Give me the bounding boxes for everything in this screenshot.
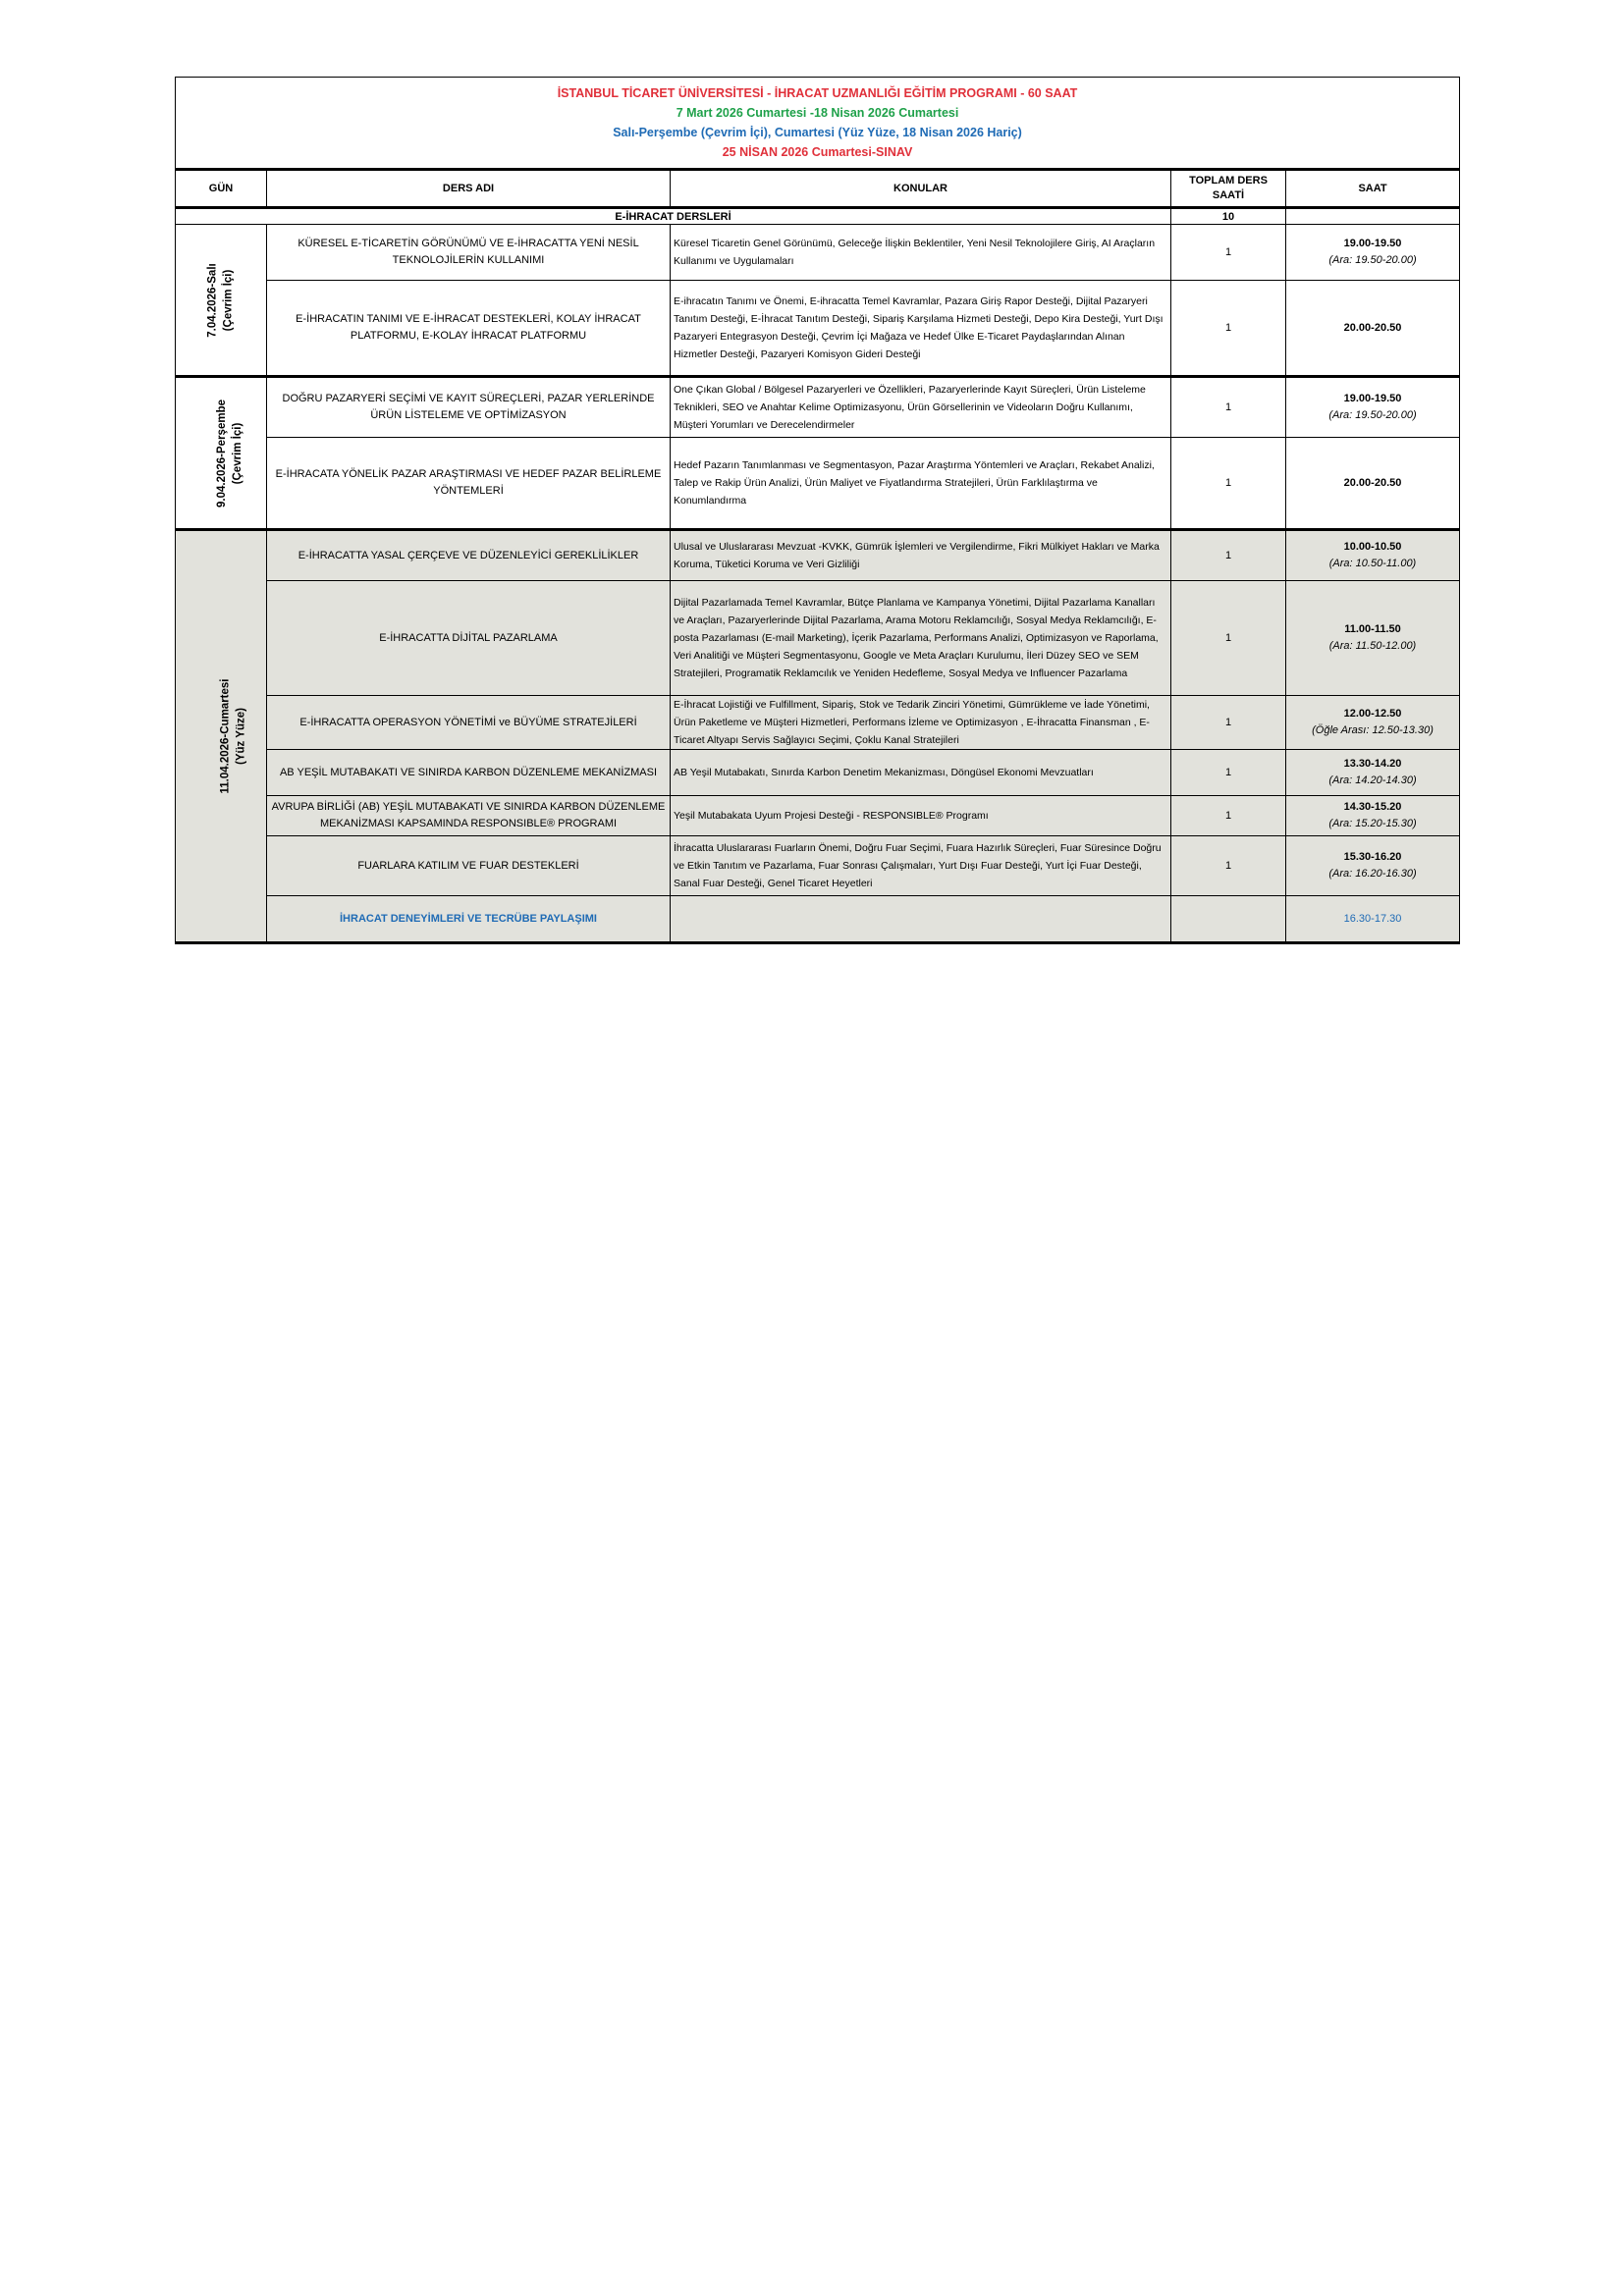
day-label <box>205 263 237 337</box>
day-date: 11.04.2026-Cumartesi <box>219 678 232 794</box>
course-time: 19.00-19.50 <box>1343 393 1402 404</box>
course-hours: 1 <box>1171 696 1286 750</box>
break-time: (Ara: 10.50-11.00) <box>1328 558 1417 569</box>
course-time: 16.30-17.30 <box>1343 912 1402 925</box>
table-row <box>176 581 1460 696</box>
table-row <box>176 896 1460 943</box>
course-name: E-İHRACATA YÖNELİK PAZAR ARAŞTIRMASI VE HEDEF PAZAR BELİRLEME YÖNTEMLERİ <box>267 438 671 530</box>
table-row <box>176 377 1460 438</box>
course-time-cell <box>1286 836 1460 896</box>
course-hours: 1 <box>1171 750 1286 796</box>
course-hours <box>1171 896 1286 943</box>
day-cell <box>176 225 267 377</box>
course-time: 13.30-14.20 <box>1343 758 1402 770</box>
course-topics: Küresel Ticaretin Genel Görünümü, Geleceğe İlişkin Beklentiler, Yeni Nesil Teknolojilere Giriş, AI Araçların Kullanımı ve Uygulamaları <box>671 225 1171 281</box>
day-mode: (Yüz Yüze) <box>235 708 247 765</box>
col-header-day: GÜN <box>176 170 267 208</box>
section-total: 10 <box>1171 208 1286 225</box>
table-row <box>176 796 1460 836</box>
course-topics: One Çıkan Global / Bölgesel Pazaryerleri ve Özellikleri, Pazaryerlerinde Kayıt Süreçleri, Ürün Listeleme Teknikleri, SEO ve Anahtar Kelime Optimizasyonu, Ürün Görsellerinin ve Videoların Doğru Kullanımı, Müşteri Yorumları ve Derecelendirmeler <box>671 377 1171 438</box>
table-row <box>176 281 1460 377</box>
col-header-course: DERS ADI <box>267 170 671 208</box>
course-name: İHRACAT DENEYİMLERİ VE TECRÜBE PAYLAŞIMI <box>267 896 671 943</box>
break-time: (Ara: 14.20-14.30) <box>1328 774 1417 786</box>
course-hours: 1 <box>1171 581 1286 696</box>
program-schedule-table <box>175 77 1460 944</box>
break-time: (Ara: 16.20-16.30) <box>1328 868 1417 880</box>
section-row <box>176 208 1460 225</box>
course-hours: 1 <box>1171 281 1286 377</box>
break-time: (Ara: 11.50-12.00) <box>1328 640 1417 652</box>
course-time: 20.00-20.50 <box>1343 321 1402 334</box>
course-time-cell <box>1286 796 1460 836</box>
table-row <box>176 836 1460 896</box>
table-row <box>176 696 1460 750</box>
course-hours: 1 <box>1171 438 1286 530</box>
course-topics <box>671 896 1171 943</box>
course-time-cell <box>1286 896 1460 943</box>
break-time: (Ara: 19.50-20.00) <box>1328 409 1417 421</box>
break-time: (Öğle Arası: 12.50-13.30) <box>1312 724 1434 736</box>
section-label: E-İHRACAT DERSLERİ <box>176 208 1171 225</box>
day-label <box>214 400 245 507</box>
col-header-total-hours: TOPLAM DERS SAATİ <box>1171 170 1286 208</box>
course-time: 11.00-11.50 <box>1344 623 1401 635</box>
exam-date: 25 NİSAN 2026 Cumartesi-SINAV <box>722 145 913 159</box>
course-hours: 1 <box>1171 377 1286 438</box>
day-mode: (Çevrim İçi) <box>231 422 244 484</box>
col-header-time: SAAT <box>1286 170 1460 208</box>
course-time-cell <box>1286 530 1460 581</box>
day-mode: (Çevrim İçi) <box>222 269 235 331</box>
title-row <box>176 78 1460 170</box>
day-date: 7.04.2026-Salı <box>206 262 219 338</box>
course-name: E-İHRACATTA YASAL ÇERÇEVE VE DÜZENLEYİCİ GEREKLİLİKLER <box>267 530 671 581</box>
course-time: 12.00-12.50 <box>1343 708 1402 720</box>
table-row <box>176 530 1460 581</box>
program-schedule-info: Salı-Perşembe (Çevrim İçi), Cumartesi (Yüz Yüze, 18 Nisan 2026 Hariç) <box>613 126 1022 139</box>
course-time-cell <box>1286 438 1460 530</box>
course-time-cell <box>1286 377 1460 438</box>
table-row <box>176 750 1460 796</box>
course-name: E-İHRACATTA DİJİTAL PAZARLAMA <box>267 581 671 696</box>
break-time: (Ara: 15.20-15.30) <box>1328 818 1417 829</box>
section-empty <box>1286 208 1460 225</box>
table-row <box>176 438 1460 530</box>
course-time-cell <box>1286 581 1460 696</box>
day-date: 9.04.2026-Perşembe <box>215 399 228 507</box>
course-hours: 1 <box>1171 225 1286 281</box>
program-title: İSTANBUL TİCARET ÜNİVERSİTESİ - İHRACAT UZMANLIĞI EĞİTİM PROGRAMI - 60 SAAT <box>557 86 1078 100</box>
course-name: AB YEŞİL MUTABAKATI VE SINIRDA KARBON DÜZENLEME MEKANİZMASI <box>267 750 671 796</box>
column-header-row <box>176 170 1460 208</box>
day-label <box>218 679 249 794</box>
course-name: KÜRESEL E-TİCARETİN GÖRÜNÜMÜ VE E-İHRACATTA YENİ NESİL TEKNOLOJİLERİN KULLANIMI <box>267 225 671 281</box>
course-name: AVRUPA BİRLİĞİ (AB) YEŞİL MUTABAKATI VE SINIRDA KARBON DÜZENLEME MEKANİZMASI KAPSAMINDA RESPONSIBLE® PROGRAMI <box>267 796 671 836</box>
course-time-cell <box>1286 225 1460 281</box>
course-topics: E-ihracatın Tanımı ve Önemi, E-ihracatta Temel Kavramlar, Pazara Giriş Rapor Desteği, Dijital Pazaryeri Tanıtım Desteği, E-İhracat Tanıtım Desteği, Sipariş Karşılama Hizmeti Desteği, Depo Kira Desteği, Yurt Dışı Pazaryeri Entegrasyon Desteği, Çevrim İçi Mağaza ve Hedef Ülke E-Ticaret Paydaşlarından Alınan Hizmetler Desteği, Pazaryeri Komisyon Gideri Desteği <box>671 281 1171 377</box>
title-block <box>176 78 1460 170</box>
course-hours: 1 <box>1171 530 1286 581</box>
course-name: DOĞRU PAZARYERİ SEÇİMİ VE KAYIT SÜREÇLERİ, PAZAR YERLERİNDE ÜRÜN LİSTELEME VE OPTİMİZASYON <box>267 377 671 438</box>
course-hours: 1 <box>1171 836 1286 896</box>
course-name: FUARLARA KATILIM VE FUAR DESTEKLERİ <box>267 836 671 896</box>
course-time: 15.30-16.20 <box>1343 851 1402 863</box>
course-time: 19.00-19.50 <box>1343 238 1402 249</box>
course-topics: Dijital Pazarlamada Temel Kavramlar, Bütçe Planlama ve Kampanya Yönetimi, Dijital Pazarlama Kanalları ve Araçları, Pazaryerlerinde Dijital Pazarlama, Arama Motoru Reklamcılığı, Sosyal Medya Reklamcılığı, E-posta Pazarlaması (E-mail Marketing), İçerik Pazarlama, Performans Analizi, Optimizasyon ve Raporlama, Veri Analitiği ve Müşteri Segmentasyonu, Google ve Meta Araçları Kurulumu, İleri Düzey SEO ve SEM Stratejileri, Programatik Reklamcılık ve Yeniden Hedefleme, Sosyal Medya ve Influencer Pazarlama <box>671 581 1171 696</box>
course-hours: 1 <box>1171 796 1286 836</box>
course-topics: Yeşil Mutabakata Uyum Projesi Desteği - RESPONSIBLE® Programı <box>671 796 1171 836</box>
course-time-cell <box>1286 750 1460 796</box>
course-topics: E-İhracat Lojistiği ve Fulfillment, Sipariş, Stok ve Tedarik Zinciri Yönetimi, Gümrükleme ve İade Yönetimi, Ürün Paketleme ve Müşteri Hizmetleri, Performans İzleme ve Optimizasyon , E-İhracatta Finansman , E-Ticaret Altyapı Servis Sağlayıcı Seçimi, Çoklu Kanal Stratejileri <box>671 696 1171 750</box>
table-row <box>176 225 1460 281</box>
course-time: 14.30-15.20 <box>1343 801 1402 813</box>
course-name: E-İHRACATTA OPERASYON YÖNETİMİ ve BÜYÜME STRATEJİLERİ <box>267 696 671 750</box>
day-cell <box>176 530 267 943</box>
course-time: 20.00-20.50 <box>1343 476 1402 489</box>
break-time: (Ara: 19.50-20.00) <box>1328 254 1417 266</box>
program-dates: 7 Mart 2026 Cumartesi -18 Nisan 2026 Cumartesi <box>676 106 959 120</box>
course-time: 10.00-10.50 <box>1343 541 1402 553</box>
course-topics: Ulusal ve Uluslararası Mevzuat -KVKK, Gümrük İşlemleri ve Vergilendirme, Fikri Mülkiyet Hakları ve Marka Koruma, Tüketici Koruma ve Veri Gizliliği <box>671 530 1171 581</box>
course-topics: İhracatta Uluslararası Fuarların Önemi, Doğru Fuar Seçimi, Fuara Hazırlık Süreçleri, Fuar Süresince Doğru ve Etkin Tanıtım ve Pazarlama, Fuar Sonrası Çalışmaları, Yurt Dışı Fuar Desteği, Yurt İçi Fuar Desteği, Sanal Fuar Desteği, Genel Ticaret Heyetleri <box>671 836 1171 896</box>
day-cell <box>176 377 267 530</box>
course-name: E-İHRACATIN TANIMI VE E-İHRACAT DESTEKLERİ, KOLAY İHRACAT PLATFORMU, E-KOLAY İHRACAT PLATFORMU <box>267 281 671 377</box>
course-topics: AB Yeşil Mutabakatı, Sınırda Karbon Denetim Mekanizması, Döngüsel Ekonomi Mevzuatları <box>671 750 1171 796</box>
col-header-topics: KONULAR <box>671 170 1171 208</box>
course-time-cell <box>1286 281 1460 377</box>
course-topics: Hedef Pazarın Tanımlanması ve Segmentasyon, Pazar Araştırma Yöntemleri ve Araçları, Rekabet Analizi, Talep ve Rakip Ürün Analizi, Ürün Maliyet ve Fiyatlandırma Stratejileri, Ürün Farklılaştırma ve Konumlandırma <box>671 438 1171 530</box>
course-time-cell <box>1286 696 1460 750</box>
